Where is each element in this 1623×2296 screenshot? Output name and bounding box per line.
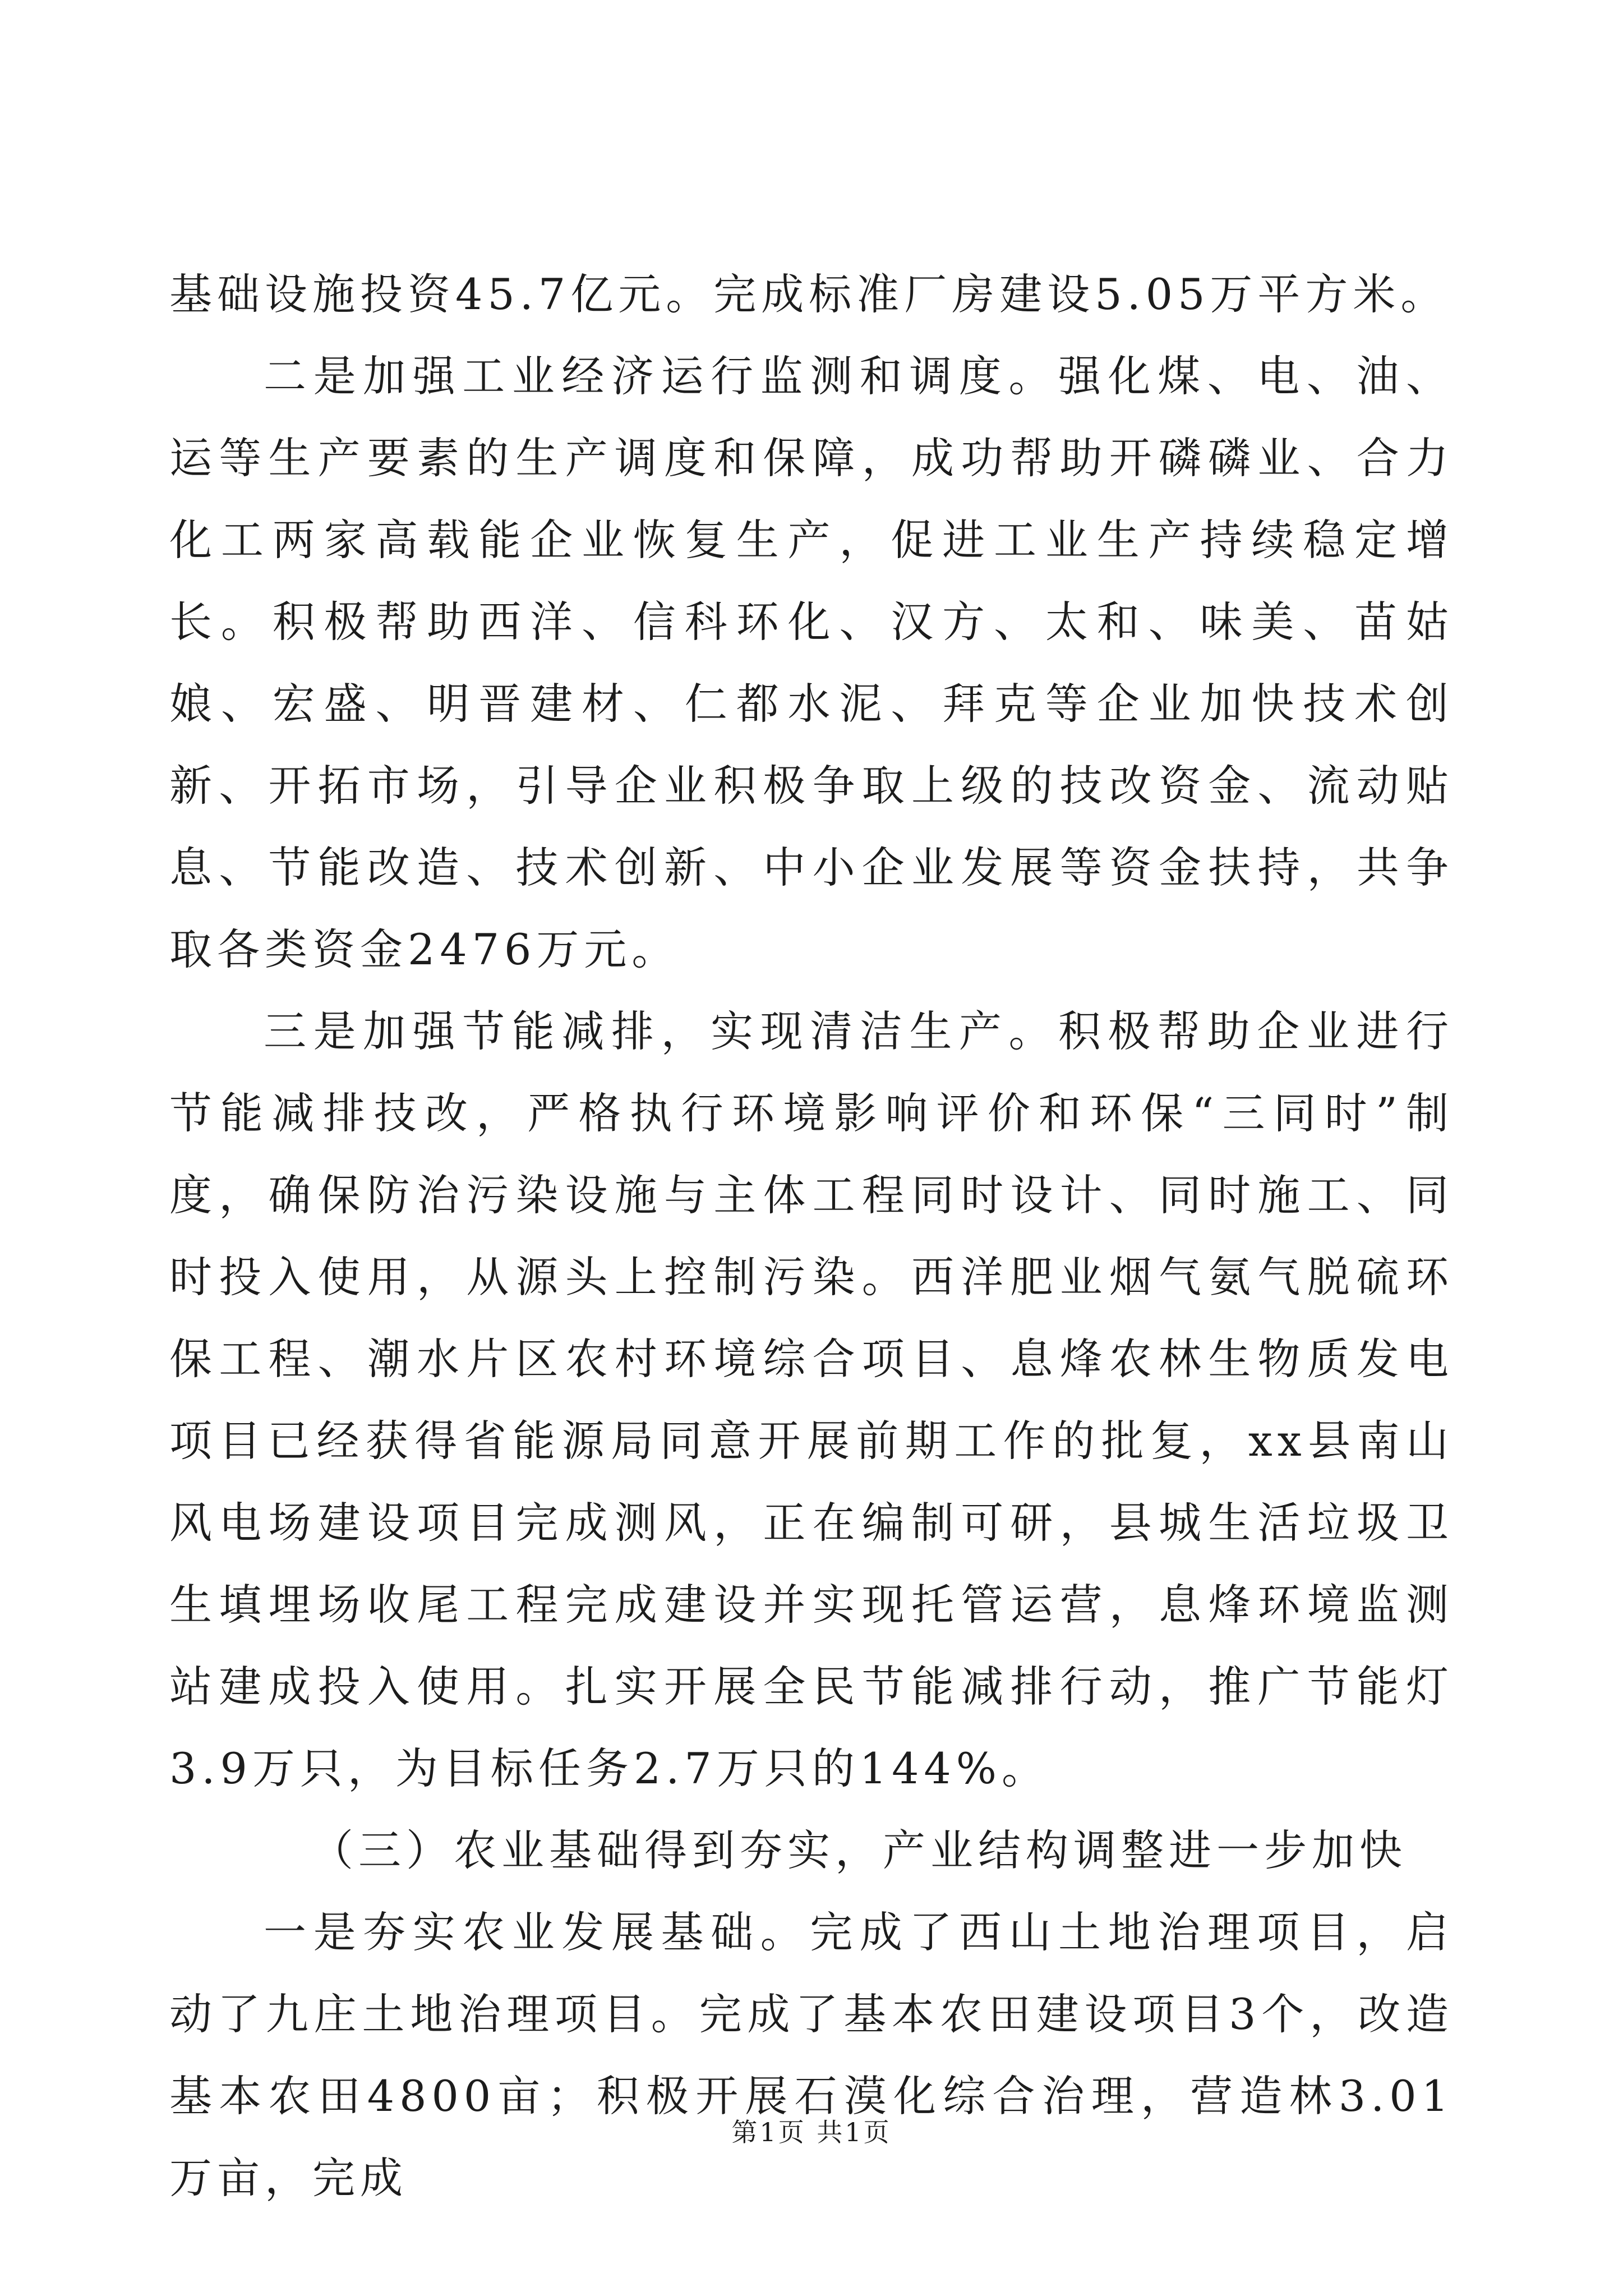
paragraph-continuation: 基础设施投资45.7亿元。完成标准厂房建设5.05万平方米。: [169, 269, 1449, 319]
document-body: [169, 254, 1454, 2219]
section-heading-agriculture: （三）农业基础得到夯实，产业结构调整进一步加快: [311, 1825, 1407, 1875]
paragraph-agriculture-foundation: 一是夯实农业发展基础。完成了西山土地治理项目，启动了九庄土地治理项目。完成了基本农田建设项目3个，改造基本农田4800亩；积极开展石漠化综合治理，营造林3.01万亩，完成: [169, 1907, 1454, 2203]
paragraph-industrial-monitoring: 二是加强工业经济运行监测和调度。强化煤、电、油、运等生产要素的生产调度和保障，成功帮助开磷磷业、合力化工两家高载能企业恢复生产，促进工业生产持续稳定增长。积极帮助西洋、信科环化、汉方、太和、味美、苗姑娘、宏盛、明晋建材、仁都水泥、拜克等企业加快技术创新、开拓市场，引导企业积极争取上级的技改资金、流动贴息、节能改造、技术创新、中小企业发展等资金扶持，共争取各类资金2476万元。: [169, 351, 1454, 974]
paragraph-energy-saving: 三是加强节能减排，实现清洁生产。积极帮助企业进行节能减排技改，严格执行环境影响评价和环保“三同时”制度，确保防治污染设施与主体工程同时设计、同时施工、同时投入使用，从源头上控制污染。西洋肥业烟气氨气脱硫环保工程、潮水片区农村环境综合项目、息烽农林生物质发电项目已经获得省能源局同意开展前期工作的批复，xx县南山风电场建设项目完成测风，正在编制可研，县城生活垃圾卫生填埋场收尾工程完成建设并实现托管运营，息烽环境监测站建成投入使用。扎实开展全民节能减排行动，推广节能灯3.9万只，为目标任务2.7万只的144%。: [169, 1006, 1454, 1793]
page-footer: 第1页 共1页: [731, 2117, 892, 2147]
